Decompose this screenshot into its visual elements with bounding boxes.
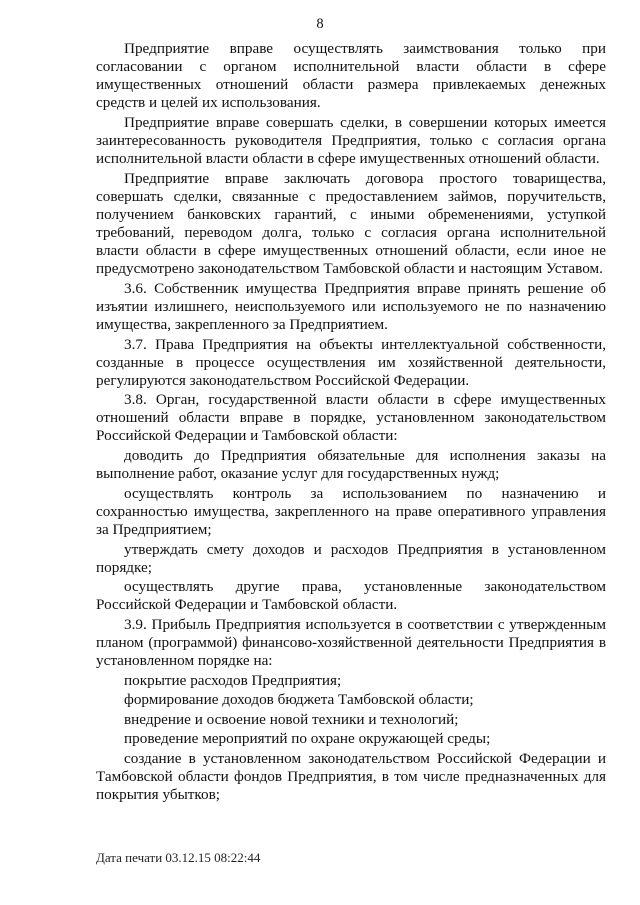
- paragraph-3-6: 3.6. Собственник имущества Предприятия вправе принять решение об изъятии излишнего, неиспользуемого или используемого не по назначению имущества, закрепленного за Предприятием.: [96, 279, 606, 333]
- paragraph-3-8-control: осуществлять контроль за использованием по назначению и сохранностью имущества, закрепленного на праве оперативного управления за Предприятием;: [96, 484, 606, 538]
- document-body: [96, 40, 606, 806]
- paragraph-borrowing: Предприятие вправе осуществлять заимствования только при согласовании с органом исполнительной власти области в сфере имущественных отношений области размера привлекаемых денежных средств и целей их использования.: [96, 40, 606, 112]
- list-item-budget-revenue: формирование доходов бюджета Тамбовской области;: [124, 691, 474, 709]
- print-date-footer: Дата печати 03.12.15 08:22:44: [96, 850, 261, 865]
- paragraph-3-9: 3.9. Прибыль Предприятия используется в соответствии с утвержденным планом (программой) финансово-хозяйственной деятельности Предприятия в установленном порядке на:: [96, 615, 606, 670]
- paragraph-3-8-orders: доводить до Предприятия обязательные для исполнения заказы на выполнение работ, оказание услуг для государственных нужд;: [96, 447, 606, 483]
- page-number: 8: [316, 16, 324, 32]
- paragraph-3-8-other-rights: осуществлять другие права, установленные законодательством Российской Федерации и Тамбовской области.: [96, 578, 606, 614]
- list-item-technology: внедрение и освоение новой техники и технологий;: [124, 710, 459, 728]
- paragraph-partnership-agreements: Предприятие вправе заключать договора простого товарищества, совершать сделки, связанные с предоставлением займов, поручительств, получением банковских гарантий, с иными обременениями, уступкой требований, переводом долга, только с согласия органа исполнительной власти области в сфере имущественных отношений области, если иное не предусмотрено законодательством Тамбовской области и настоящим Уставом.: [96, 169, 606, 278]
- list-item-environment: проведение мероприятий по охране окружающей среды;: [124, 730, 491, 748]
- paragraph-interested-transactions: Предприятие вправе совершать сделки, в совершении которых имеется заинтересованность руководителя Предприятия, только с согласия органа исполнительной власти области в сфере имущественных отношений области.: [96, 113, 606, 168]
- paragraph-3-8: 3.8. Орган, государственной власти области в сфере имущественных отношений области вправе в порядке, установленном законодательством Российской Федерации и Тамбовской области:: [96, 391, 606, 445]
- paragraph-3-7: 3.7. Права Предприятия на объекты интеллектуальной собственности, созданные в процессе осуществления им хозяйственной деятельности, регулируются законодательством Российской Федерации.: [96, 335, 606, 389]
- list-item-funds: создание в установленном законодательством Российской Федерации и Тамбовской области фондов Предприятия, в том числе предназначенных для покрытия убытков;: [96, 750, 606, 804]
- list-item-expenses: покрытие расходов Предприятия;: [124, 671, 342, 689]
- paragraph-3-8-budget: утверждать смету доходов и расходов Предприятия в установленном порядке;: [96, 540, 606, 576]
